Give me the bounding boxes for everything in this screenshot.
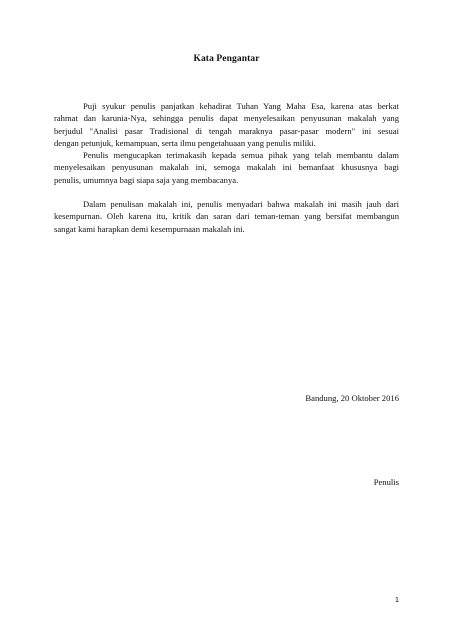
- paragraph-2: [54, 149, 399, 186]
- paragraph-3: [54, 198, 399, 235]
- paragraph-1: [54, 100, 399, 150]
- paragraph-line: rahmat dan karunia-Nya, sehingga penulis dapat menyelesaikan penyusunan makalah yang: [54, 113, 399, 124]
- place-date: Bandung, 20 Oktober 2016: [305, 393, 399, 403]
- document-title: Kata Pengantar: [193, 54, 260, 64]
- paragraph-line: Puji syukur penulis panjatkan kehadirat Tuhan Yang Maha Esa, karena atas berkat: [83, 101, 399, 111]
- paragraph-line: berjudul "Analisi pasar Tradisional di tengah maraknya pasar-pasar modern" ini sesuai: [54, 125, 399, 136]
- paragraph-line: dengan petunjuk, kemampuan, serta ilmu pengetahuaan yang penulis miliki.: [54, 138, 316, 149]
- paragraph-line: penulis, umumnya bagi siapa saja yang membacanya.: [54, 174, 239, 185]
- paragraph-line: sangat kami harapkan demi kesempurnaan makalah ini.: [54, 223, 245, 234]
- paragraph-line: Dalam penulisan makalah ini, penulis menyadari bahwa makalah ini masih jauh dari: [83, 199, 399, 209]
- paragraph-line: menyelesaikan penyusunan makalah ini, semoga makalah ini bemanfaat khususnya bagi: [54, 162, 399, 173]
- paragraph-line: Penulis mengucapkan terimakasih kepada semua pihak yang telah membantu dalam: [83, 150, 399, 160]
- page-number: 1: [394, 595, 399, 604]
- paragraph-line: kesempurnan. Oleh karena itu, kritik dan saran dari teman-teman yang bersifat membangun: [54, 211, 399, 222]
- signer-name: Penulis: [373, 477, 399, 487]
